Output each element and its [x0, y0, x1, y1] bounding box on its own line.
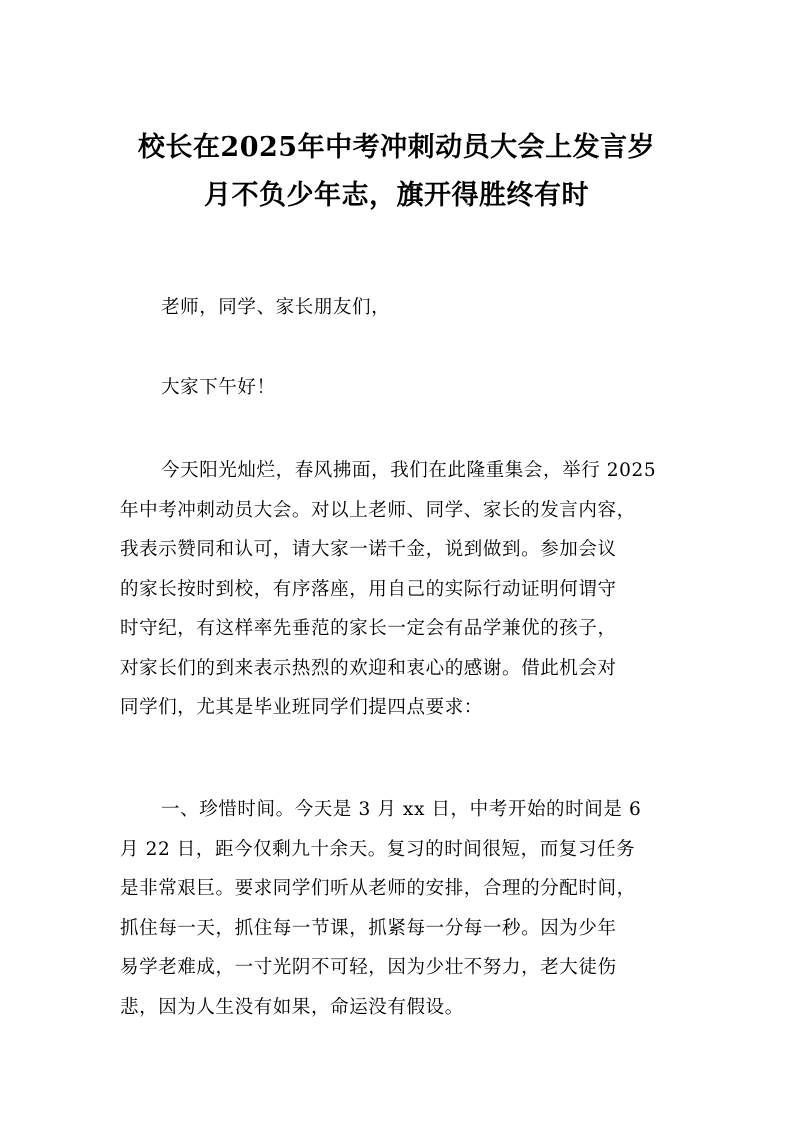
paragraph-line: 时守纪，有这样率先垂范的家长一定会有品学兼优的孩子， — [120, 618, 617, 639]
paragraph-line: 今天阳光灿烂，春风拂面，我们在此隆重集会，举行 2025 — [161, 460, 657, 481]
paragraph-line: 易学老难成，一寸光阴不可轻，因为少壮不努力，老大徒伤 — [120, 957, 617, 978]
paragraph-line: 悲，因为人生没有如果，命运没有假设。 — [120, 996, 464, 1018]
requirement-one-paragraph — [120, 790, 675, 1027]
paragraph-line: 我表示赞同和认可，请大家一诺千金，说到做到。参加会议 — [120, 539, 617, 560]
paragraph-line: 年中考冲刺动员大会。对以上老师、同学、家长的发言内容， — [120, 499, 636, 521]
salutation-paragraph — [120, 288, 675, 328]
paragraph-line: 对家长们的到来表示热烈的欢迎和衷心的感谢。借此机会对 — [120, 657, 617, 679]
greeting-paragraph — [120, 368, 675, 408]
document-title — [110, 124, 683, 220]
paragraph-line: 同学们，尤其是毕业班同学们提四点要求： — [120, 697, 483, 718]
title-line: 月不负少年志，旗开得胜终有时 — [204, 180, 589, 211]
paragraph-line: 的家长按时到校，有序落座，用自己的实际行动证明何谓守 — [120, 578, 617, 600]
paragraph-line: 大家下午好！ — [161, 377, 276, 398]
title-line: 校长在2025年中考冲刺动员大会上发言岁 — [137, 132, 656, 163]
paragraph-line: 是非常艰巨。要求同学们听从老师的安排，合理的分配时间， — [120, 878, 636, 899]
opening-paragraph — [120, 451, 675, 728]
paragraph-line: 老师，同学、家长朋友们， — [161, 297, 391, 318]
paragraph-line: 抓住每一天，抓住每一节课，抓紧每一分每一秒。因为少年 — [120, 917, 617, 939]
paragraph-line: 一、珍惜时间。今天是 3 月 xx 日，中考开始的时间是 6 — [161, 799, 642, 820]
paragraph-line: 月 22 日，距今仅剩九十余天。复习的时间很短，而复习任务 — [120, 838, 636, 860]
